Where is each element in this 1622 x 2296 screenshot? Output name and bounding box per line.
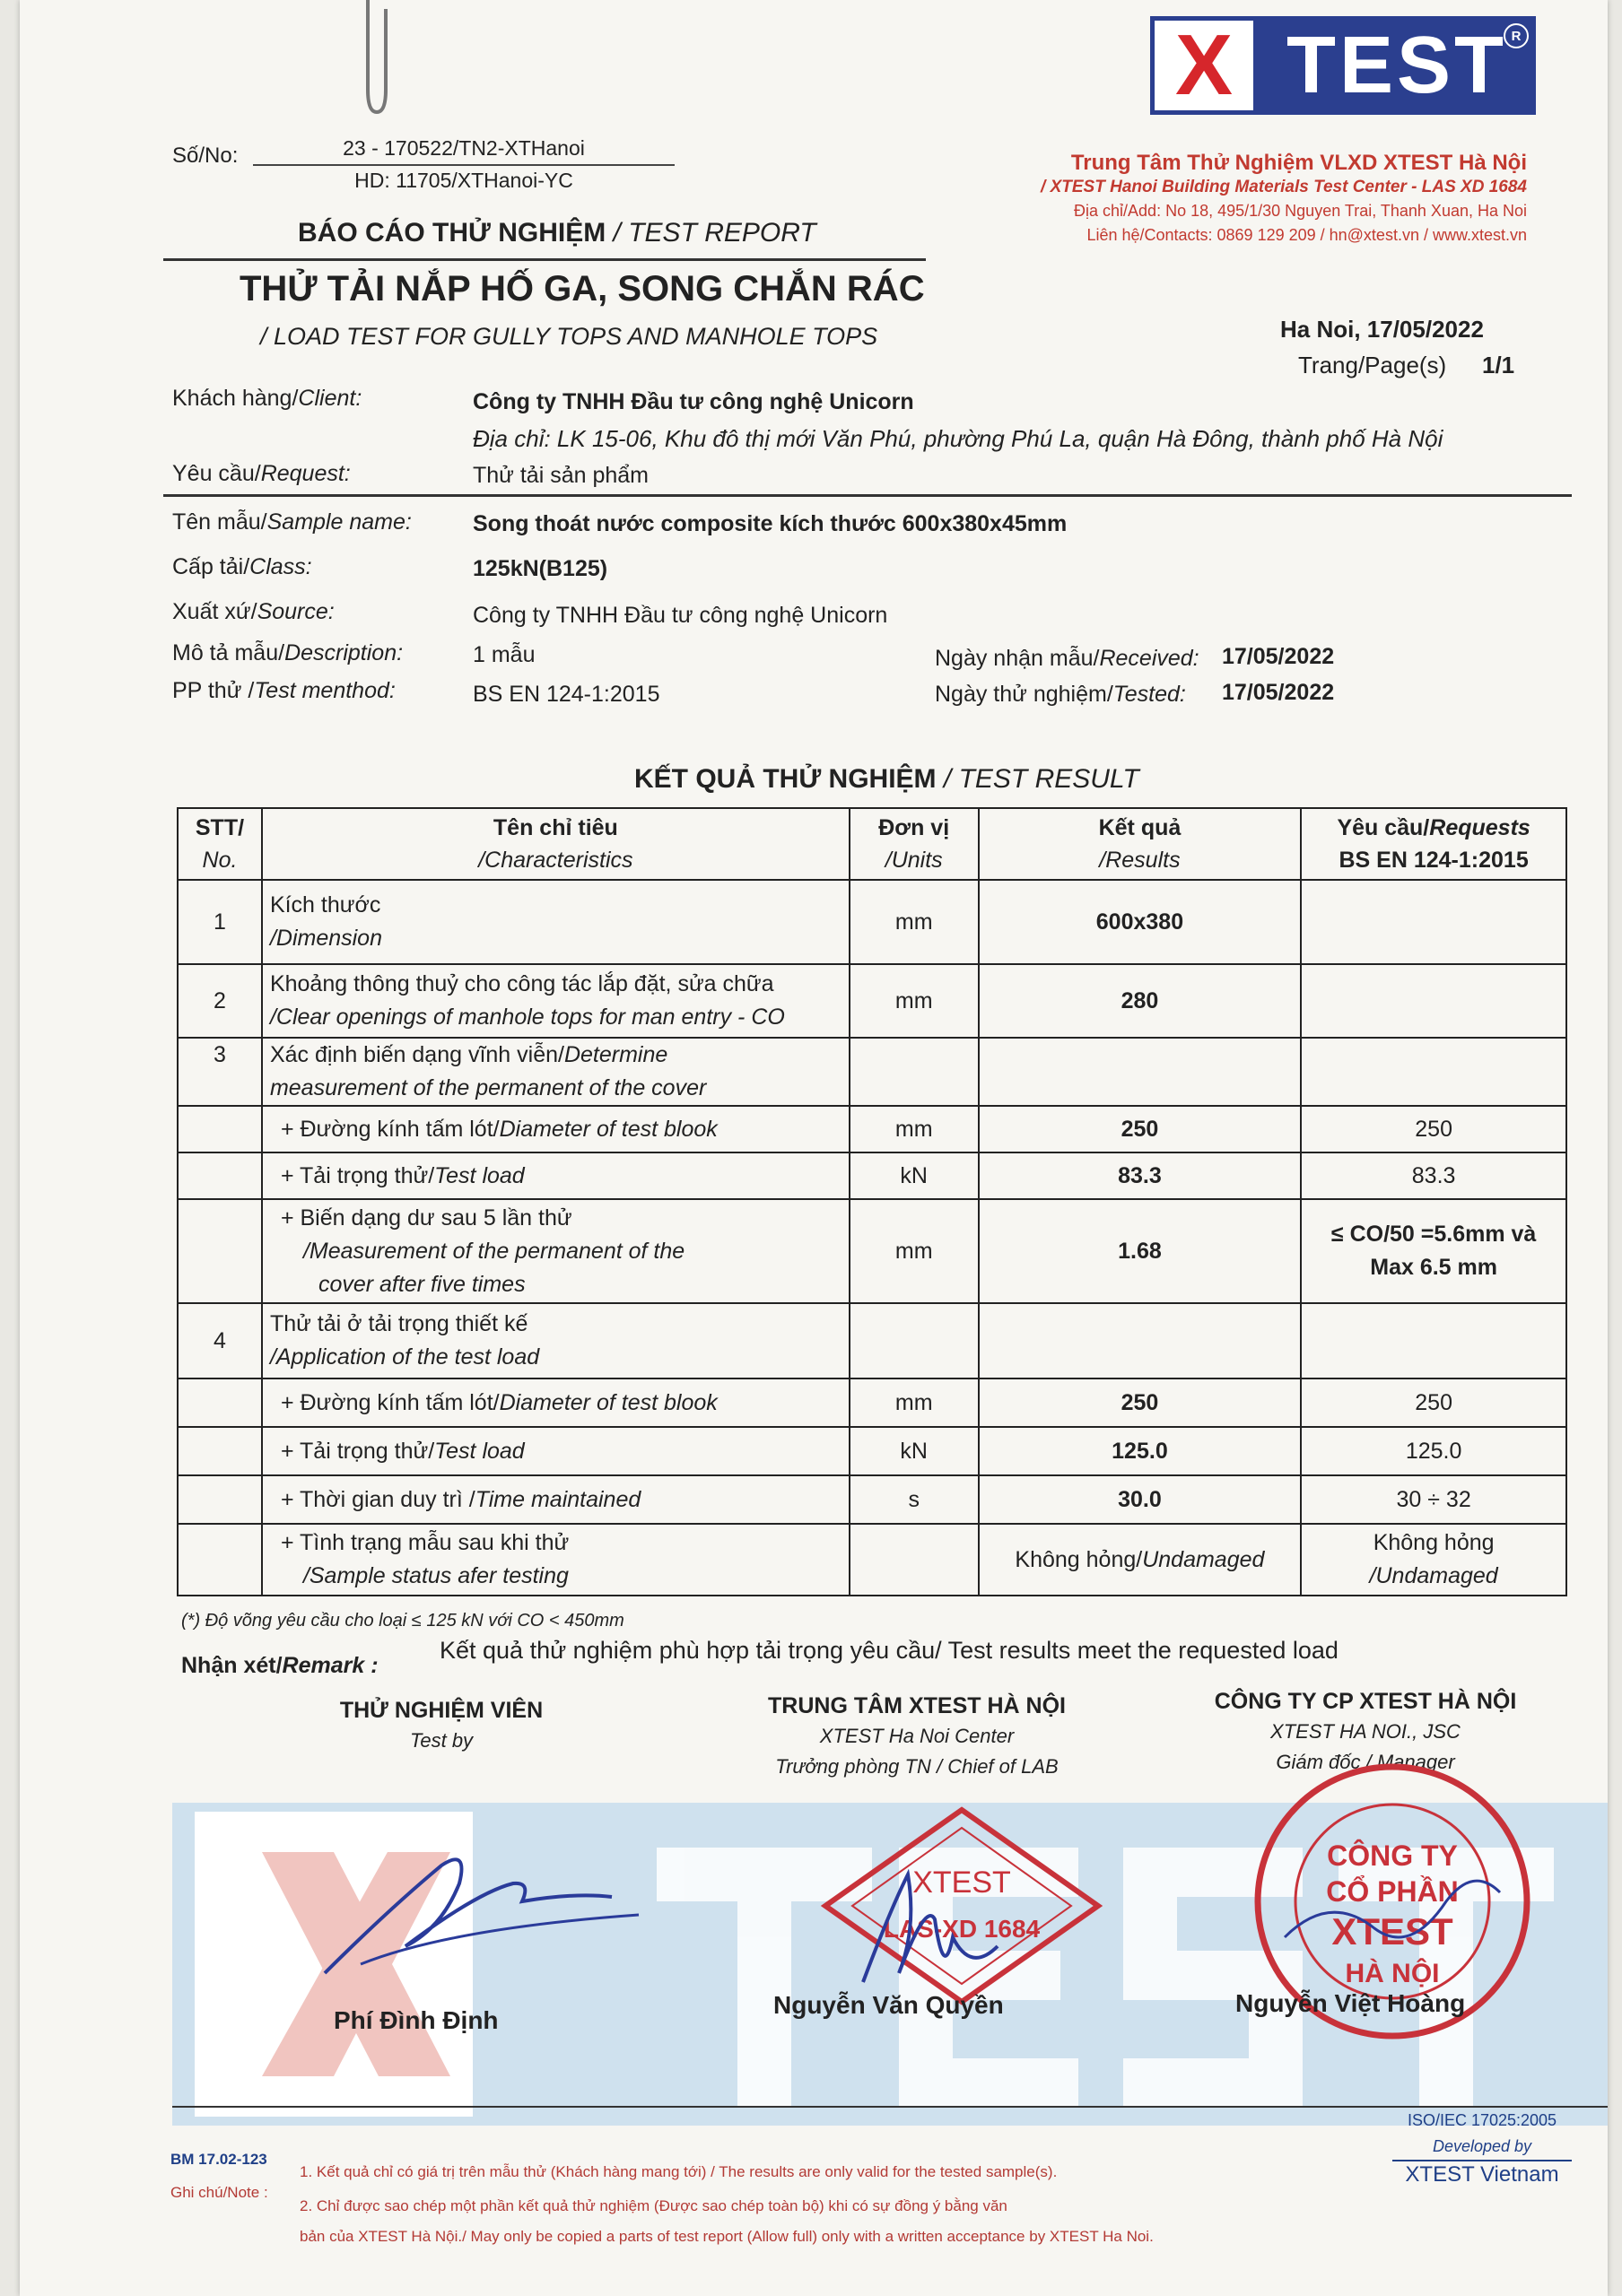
row-request xyxy=(1301,880,1566,964)
logo-word xyxy=(1258,16,1536,115)
tested-label-en: Tested: xyxy=(1112,682,1186,707)
report-label-en: / TEST REPORT xyxy=(606,218,816,248)
signature-title: TRUNG TÂM XTEST HÀ NỘI xyxy=(768,1693,1066,1718)
footer-note-1 xyxy=(300,2163,1057,2181)
row-result: 1.68 xyxy=(979,1199,1302,1303)
row-char-vi: Xác định biến dạng vĩnh viễn/ xyxy=(269,1042,564,1067)
request-label xyxy=(172,461,351,487)
row-request xyxy=(1301,1199,1566,1303)
row-request: 250 xyxy=(1301,1106,1566,1152)
row-no xyxy=(178,1378,262,1427)
row-char-vi: + Tải trọng thử/ xyxy=(280,1438,435,1464)
remark-label xyxy=(181,1653,379,1679)
client-name: Công ty TNHH Đầu tư công nghệ Unicorn xyxy=(473,389,914,414)
table-row xyxy=(178,964,1566,1038)
row-request-line-1: ≤ CO/50 =5.6mm và xyxy=(1330,1222,1537,1247)
table-row xyxy=(178,1152,1566,1199)
row-no xyxy=(178,1427,262,1475)
paper-clip-icon xyxy=(350,0,395,126)
row-characteristic xyxy=(262,1303,850,1378)
row-characteristic xyxy=(262,1427,850,1475)
row-request-line-2: Max 6.5 mm xyxy=(1370,1255,1497,1280)
header-no-vi: STT/ xyxy=(195,815,245,840)
row-result xyxy=(979,1524,1302,1596)
test-result-title-en: / TEST RESULT xyxy=(936,764,1139,794)
table-row xyxy=(178,1524,1566,1596)
method-label xyxy=(172,678,396,704)
row-result: 280 xyxy=(979,964,1302,1038)
header-results xyxy=(979,808,1302,880)
row-char-vi: Kích thước xyxy=(269,892,381,918)
sample-name-label-vi: Tên mẫu/ xyxy=(172,509,267,535)
row-result: 125.0 xyxy=(979,1427,1302,1475)
method-value: BS EN 124-1:2015 xyxy=(473,682,660,707)
report-number-underline xyxy=(253,164,675,166)
report-page xyxy=(20,0,1608,2296)
signature-title: THỬ NGHIỆM VIÊN xyxy=(339,1698,544,1723)
row-char-vi: + Đường kính tấm lót/ xyxy=(280,1116,500,1142)
signature-scribble-1 xyxy=(307,1830,648,1991)
row-unit: mm xyxy=(850,880,979,964)
footer-note-3: bản của XTEST Hà Nội./ May only be copied a parts of test report (Allow full) only with a written acceptance by XTEST Ha Noi. xyxy=(300,2228,1154,2245)
tested-date: 17/05/2022 xyxy=(1222,680,1335,705)
table-row xyxy=(178,1199,1566,1303)
header-result-en: /Results xyxy=(1099,848,1181,873)
logo-word-text: TEST xyxy=(1286,20,1507,110)
class-value: 125kN(B125) xyxy=(473,556,608,581)
header-char-en: /Characteristics xyxy=(478,848,633,873)
header-req-std: BS EN 124-1:2015 xyxy=(1339,848,1529,873)
row-no xyxy=(178,1524,262,1596)
row-char-en: /Application of the test load xyxy=(269,1344,540,1370)
row-result: 30.0 xyxy=(979,1475,1302,1524)
signature-subtitle-2: Trưởng phòng TN / Chief of LAB xyxy=(775,1755,1059,1778)
received-date: 17/05/2022 xyxy=(1222,644,1335,669)
received-label-vi: Ngày nhận mẫu/ xyxy=(935,646,1100,671)
row-result xyxy=(979,1038,1302,1106)
round-stamp-line-4: HÀ NỘI xyxy=(1345,1959,1440,1988)
remark-text: Kết quả thử nghiệm phù hợp tải trọng yêu cầu/ Test results meet the requested load xyxy=(440,1637,1339,1664)
row-request-line-2: /Undamaged xyxy=(1369,1563,1498,1588)
report-label-vi: BÁO CÁO THỬ NGHIỆM xyxy=(298,218,606,248)
logo-x-letter: X xyxy=(1150,16,1258,115)
remark-label-en: Remark : xyxy=(282,1653,379,1678)
developed-by-name: XTEST Vietnam xyxy=(1405,2162,1559,2187)
footer-note-label: Ghi chú/Note : xyxy=(170,2184,268,2201)
client-label-vi: Khách hàng/ xyxy=(172,386,299,411)
iso-block xyxy=(1392,2108,1572,2187)
sample-name-label xyxy=(172,509,412,535)
signature-subtitle-2: Giám đốc / Manager xyxy=(1276,1751,1455,1773)
header-characteristics xyxy=(262,808,850,880)
header-unit-vi: Đơn vị xyxy=(878,815,950,840)
round-stamp-line-3: XTEST xyxy=(1331,1910,1453,1952)
source-label-vi: Xuất xứ/ xyxy=(172,599,257,624)
report-subtitle: / LOAD TEST FOR GULLY TOPS AND MANHOLE TOPS xyxy=(260,323,878,350)
source-label-en: Source: xyxy=(257,599,335,624)
method-label-vi: PP thử / xyxy=(172,678,255,703)
remark-label-vi: Nhận xét/ xyxy=(181,1653,283,1678)
row-unit: s xyxy=(850,1475,979,1524)
iso-standard: ISO/IEC 17025:2005 xyxy=(1407,2111,1557,2129)
row-char-vi: + Thời gian duy trì / xyxy=(280,1486,475,1512)
table-row xyxy=(178,1106,1566,1152)
row-request xyxy=(1301,1303,1566,1378)
row-request-line-1: Không hỏng xyxy=(1373,1530,1495,1555)
header-result-vi: Kết quả xyxy=(1098,815,1182,840)
tested-label-vi: Ngày thử nghiệm/ xyxy=(935,682,1113,707)
hd-number: HD: 11705/XTHanoi-YC xyxy=(354,169,573,192)
class-label xyxy=(172,554,312,580)
row-characteristic xyxy=(262,1199,850,1303)
header-no xyxy=(178,808,262,880)
row-char-vi: Khoảng thông thuỷ cho công tác lắp đặt, sửa chữa xyxy=(269,971,774,996)
test-result-title xyxy=(634,764,1139,795)
table-row xyxy=(178,880,1566,964)
request-label-en: Request: xyxy=(260,461,351,486)
row-char-en: Test load xyxy=(434,1162,525,1188)
diamond-stamp xyxy=(818,1803,1105,2009)
row-unit: mm xyxy=(850,1106,979,1152)
report-date: Ha Noi, 17/05/2022 xyxy=(1280,316,1484,343)
description-label-vi: Mô tả mẫu/ xyxy=(172,640,285,665)
row-characteristic xyxy=(262,1378,850,1427)
round-stamp-line-1: CÔNG TY xyxy=(1327,1839,1458,1872)
client-label xyxy=(172,386,362,412)
signature-subtitle: Test by xyxy=(409,1729,474,1752)
row-char-en-2: cover after five times xyxy=(318,1271,526,1297)
header-req-en: Requests xyxy=(1429,815,1530,840)
row-unit: mm xyxy=(850,1378,979,1427)
row-result: 83.3 xyxy=(979,1152,1302,1199)
form-code: BM 17.02-123 xyxy=(170,2151,267,2168)
signature-title: CÔNG TY CP XTEST HÀ NỘI xyxy=(1214,1689,1517,1714)
row-no xyxy=(178,1152,262,1199)
diamond-stamp-line-2: LAS-XD 1684 xyxy=(883,1915,1041,1943)
center-address: Địa chỉ/Add: No 18, 495/1/30 Nguyen Trai, Thanh Xuan, Ha Noi xyxy=(1074,202,1527,220)
table-row xyxy=(178,1475,1566,1524)
table-row xyxy=(178,1427,1566,1475)
row-unit xyxy=(850,1303,979,1378)
page-number: 1/1 xyxy=(1482,352,1515,378)
row-no xyxy=(178,1199,262,1303)
test-result-table xyxy=(177,807,1567,1596)
row-char-vi: Thử tải ở tải trọng thiết kế xyxy=(269,1311,528,1336)
row-result xyxy=(979,1303,1302,1378)
row-no: 1 xyxy=(178,880,262,964)
signature-block-center xyxy=(702,1691,1132,1782)
request-value: Thử tải sản phẩm xyxy=(473,463,649,488)
row-char-vi: + Tải trọng thử/ xyxy=(280,1162,435,1188)
description-label xyxy=(172,640,403,666)
header-requests xyxy=(1301,808,1566,880)
table-row xyxy=(178,1378,1566,1427)
client-label-en: Client: xyxy=(298,386,362,411)
signature-subtitle: XTEST HA NOI., JSC xyxy=(1270,1720,1461,1743)
row-no xyxy=(178,1475,262,1524)
center-contacts: Liên hệ/Contacts: 0869 129 209 / hn@xtest.vn / www.xtest.vn xyxy=(1086,226,1527,244)
signer-name-1: Phí Đình Định xyxy=(334,2006,499,2034)
row-char-vi: + Biến dạng dư sau 5 lần thử xyxy=(280,1205,572,1231)
row-request: 83.3 xyxy=(1301,1152,1566,1199)
row-unit: mm xyxy=(850,964,979,1038)
request-label-vi: Yêu cầu/ xyxy=(172,461,261,486)
row-unit: kN xyxy=(850,1427,979,1475)
row-characteristic xyxy=(262,1106,850,1152)
row-char-en: /Measurement of the permanent of the xyxy=(302,1238,685,1264)
row-characteristic xyxy=(262,880,850,964)
report-title: THỬ TẢI NẮP HỐ GA, SONG CHẮN RÁC xyxy=(240,269,925,309)
diamond-stamp-line-1: XTEST xyxy=(912,1866,1011,1900)
row-unit xyxy=(850,1038,979,1106)
table-header-row xyxy=(178,808,1566,880)
row-char-en-2: measurement of the permanent of the cover xyxy=(269,1075,707,1100)
row-char-en: Determine xyxy=(563,1042,668,1067)
row-no xyxy=(178,1106,262,1152)
row-unit: mm xyxy=(850,1199,979,1303)
signer-name-2: Nguyễn Văn Quyền xyxy=(773,1991,1004,2019)
xtest-logo xyxy=(1150,16,1536,115)
report-label xyxy=(298,218,816,248)
row-characteristic xyxy=(262,1152,850,1199)
row-request: 30 ÷ 32 xyxy=(1301,1475,1566,1524)
row-char-en: /Sample status afer testing xyxy=(302,1563,569,1588)
client-address: Địa chỉ: LK 15-06, Khu đô thị mới Văn Phú, phường Phú La, quận Hà Đông, thành phố Hà Nội xyxy=(473,425,1443,452)
row-char-en: Test load xyxy=(434,1438,525,1464)
header-no-en: No. xyxy=(202,848,238,873)
row-result: 600x380 xyxy=(979,880,1302,964)
row-char-vi: + Đường kính tấm lót/ xyxy=(280,1389,500,1415)
client-divider xyxy=(163,494,1572,497)
row-char-vi: + Tình trạng mẫu sau khi thử xyxy=(280,1530,570,1555)
table-row xyxy=(178,1038,1566,1106)
description-value: 1 mẫu xyxy=(473,642,536,667)
received-label-en: Received: xyxy=(1099,646,1199,671)
signer-name-3: Nguyễn Việt Hoàng xyxy=(1235,1989,1466,2017)
source-value: Công ty TNHH Đầu tư công nghệ Unicorn xyxy=(473,603,888,628)
signature-subtitle: XTEST Ha Noi Center xyxy=(819,1725,1015,1747)
class-label-en: Class: xyxy=(249,554,312,579)
row-char-en: Diameter of test blook xyxy=(499,1389,718,1415)
footer-note-1-text: 1. Kết quả chỉ có giá trị trên mẫu thử (Khách hàng mang tới) / The results are only valid for the tested sample(s). xyxy=(300,2163,1058,2180)
center-name-en: / XTEST Hanoi Building Materials Test Center - LAS XD 1684 xyxy=(1041,178,1527,196)
row-request xyxy=(1301,964,1566,1038)
row-characteristic xyxy=(262,964,850,1038)
registered-icon: R xyxy=(1504,23,1529,48)
row-unit xyxy=(850,1524,979,1596)
description-label-en: Description: xyxy=(284,640,404,665)
row-no: 4 xyxy=(178,1303,262,1378)
row-unit: kN xyxy=(850,1152,979,1199)
row-request xyxy=(1301,1038,1566,1106)
center-info xyxy=(1041,151,1527,248)
row-result: 250 xyxy=(979,1106,1302,1152)
row-result-en: Undamaged xyxy=(1142,1546,1265,1572)
page-label: Trang/Page(s) xyxy=(1298,352,1447,378)
row-characteristic xyxy=(262,1038,850,1106)
row-char-en: Diameter of test blook xyxy=(499,1116,718,1142)
sample-name: Song thoát nước composite kích thước 600x380x45mm xyxy=(473,511,1068,536)
row-char-en: /Clear openings of manhole tops for man entry - CO xyxy=(269,1004,785,1030)
row-char-en: Time maintained xyxy=(475,1486,641,1512)
sample-name-label-en: Sample name: xyxy=(266,509,412,535)
row-request: 250 xyxy=(1301,1378,1566,1427)
center-name: Trung Tâm Thử Nghiệm VLXD XTEST Hà Nội xyxy=(1070,151,1527,175)
header-units xyxy=(850,808,979,880)
signature-block-test-by xyxy=(307,1695,576,1756)
row-no: 3 xyxy=(178,1038,262,1106)
method-label-en: Test menthod: xyxy=(254,678,396,703)
report-label-underline xyxy=(163,258,926,261)
row-request: 125.0 xyxy=(1301,1427,1566,1475)
tested-label xyxy=(935,682,1186,708)
round-stamp-line-2: CỔ PHẦN xyxy=(1326,1875,1459,1908)
footnote: (*) Độ võng yêu cầu cho loại ≤ 125 kN với CO < 450mm xyxy=(181,1611,624,1631)
received-label xyxy=(935,646,1199,672)
row-characteristic xyxy=(262,1475,850,1524)
source-label xyxy=(172,599,335,625)
so-number: 23 - 170522/TN2-XTHanoi xyxy=(343,136,585,160)
row-result-vi: Không hỏng/ xyxy=(1015,1546,1143,1572)
test-result-title-vi: KẾT QUẢ THỬ NGHIỆM xyxy=(634,764,937,794)
footer-note-2: 2. Chỉ được sao chép một phần kết quả thử nghiệm (Được sao chép toàn bộ) khi có sự đồng ý bằng văn xyxy=(300,2197,1007,2214)
table-row xyxy=(178,1303,1566,1378)
row-characteristic xyxy=(262,1524,850,1596)
row-char-en: /Dimension xyxy=(269,926,382,951)
header-req-vi: Yêu cầu/ xyxy=(1337,815,1430,840)
row-result: 250 xyxy=(979,1378,1302,1427)
row-no: 2 xyxy=(178,964,262,1038)
developed-by-label: Developed by xyxy=(1432,2137,1532,2155)
row-request xyxy=(1301,1524,1566,1596)
header-unit-en: /Units xyxy=(885,848,943,873)
class-label-vi: Cấp tải/ xyxy=(172,554,250,579)
report-number-label: Số/No: xyxy=(172,144,239,168)
header-char-vi: Tên chỉ tiêu xyxy=(493,815,618,840)
